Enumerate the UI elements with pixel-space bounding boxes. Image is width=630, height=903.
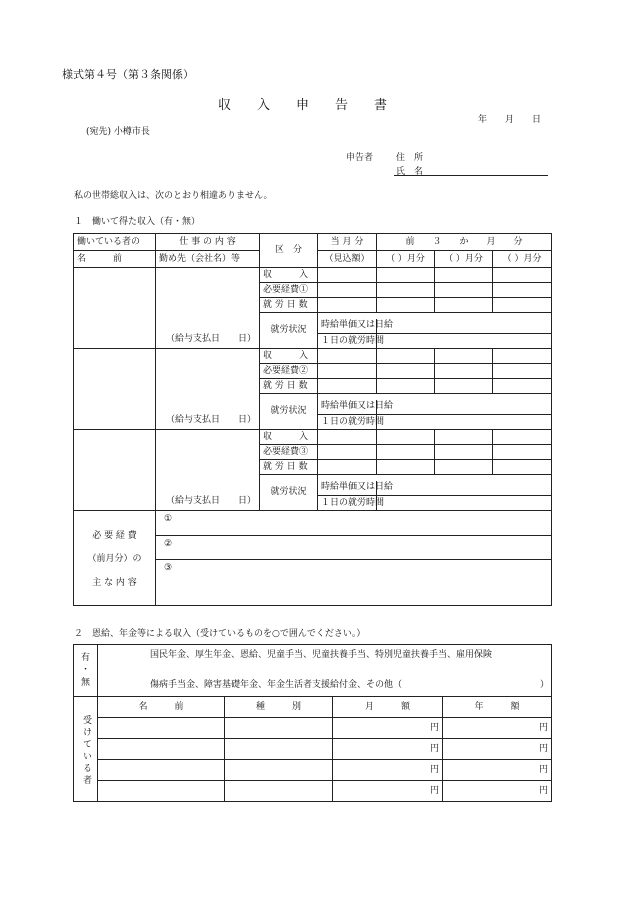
work-days-label: 就 労 日 数: [260, 460, 318, 475]
work-days-month[interactable]: [377, 379, 435, 394]
header-job-line2: 勤め先（会社名）等: [156, 251, 260, 268]
no-label: 無: [80, 677, 90, 688]
expense-contents-line3: 主 な 内 容: [92, 577, 137, 588]
daily-hours-label: １日の就労時間: [318, 334, 377, 349]
expense-month[interactable]: [377, 364, 435, 379]
pension-line2: 傷病手当金、障害基礎年金、年金生活者支援給付金、その他（: [150, 680, 403, 690]
header-current-month: 当 月 分: [318, 234, 377, 251]
daily-hours-label: １日の就労時間: [318, 415, 377, 430]
income-current[interactable]: [318, 268, 377, 283]
recipients-label-cell: [74, 697, 98, 802]
work-status-label: 就労状況: [260, 475, 318, 511]
yen-unit: 円: [538, 722, 548, 733]
yen-unit: 円: [538, 743, 548, 754]
annual-amount[interactable]: [443, 739, 552, 760]
expense-month[interactable]: [493, 283, 552, 298]
work-days-month[interactable]: [435, 298, 493, 313]
recipient-type[interactable]: [225, 739, 333, 760]
expense-current[interactable]: [318, 445, 377, 460]
work-days-current[interactable]: [318, 379, 377, 394]
header-month-cell: （ ）月分: [435, 251, 493, 268]
recipient-type[interactable]: [225, 718, 333, 739]
pension-types-cell[interactable]: [98, 645, 552, 697]
expense-month[interactable]: [435, 283, 493, 298]
work-days-current[interactable]: [318, 460, 377, 475]
expense-month[interactable]: [493, 445, 552, 460]
worker-name-cell[interactable]: [74, 430, 156, 511]
income-label: 収 入: [260, 268, 318, 283]
header-prev3: 前 ３ か 月 分: [377, 234, 552, 251]
pay-day-label: （給与支払日 日）: [166, 415, 257, 425]
circled-3: ③: [164, 563, 173, 573]
header-month-cell: （ ）月分: [377, 251, 435, 268]
workplace-cell[interactable]: [156, 349, 260, 430]
recipient-name[interactable]: [98, 760, 225, 781]
hourly-wage-label: 時給単価又は日給: [318, 400, 377, 415]
addressee: (宛先) 小樽市長: [86, 127, 150, 137]
col-header-annual: 年 額: [443, 697, 552, 718]
header-category: 区 分: [260, 234, 318, 268]
income-month[interactable]: [377, 268, 435, 283]
yen-unit: 円: [429, 722, 439, 733]
hourly-wage-value[interactable]: [377, 400, 552, 415]
pension-line1: 国民年金、厚生年金、恩給、児童手当、児童扶養手当、特別児童扶養手当、雇用保険: [150, 650, 493, 660]
yen-unit: 円: [429, 743, 439, 754]
daily-hours-value[interactable]: [377, 415, 552, 430]
header-job-line1: 仕 事 の 内 容: [156, 234, 260, 251]
header-current-month-estimate: （見込額）: [318, 251, 377, 268]
expense-current[interactable]: [318, 364, 377, 379]
monthly-amount[interactable]: [333, 760, 443, 781]
work-days-current[interactable]: [318, 298, 377, 313]
yen-unit: 円: [538, 764, 548, 775]
income-current[interactable]: [318, 349, 377, 364]
expense-contents-label: [74, 511, 156, 606]
recipients-label: 受けている者: [81, 715, 91, 787]
income-month[interactable]: [435, 268, 493, 283]
close-paren: ）: [539, 680, 549, 690]
dot-label: ・: [80, 665, 90, 676]
applicant-label: 申告者: [346, 153, 374, 163]
work-days-month[interactable]: [493, 298, 552, 313]
expense-contents-line2: （前月分）の: [87, 554, 142, 565]
daily-hours-label: １日の就労時間: [318, 496, 377, 511]
hourly-wage-label: 時給単価又は日給: [318, 481, 377, 496]
col-header-name: 名 前: [98, 697, 225, 718]
circled-1: ①: [164, 514, 173, 524]
monthly-amount[interactable]: [333, 739, 443, 760]
expense-month[interactable]: [435, 364, 493, 379]
work-days-month[interactable]: [493, 379, 552, 394]
hourly-wage-value[interactable]: [377, 319, 552, 334]
col-header-monthly: 月 額: [333, 697, 443, 718]
circled-2: ②: [164, 539, 173, 549]
income-label: 収 入: [260, 349, 318, 364]
expense-label-3: 必要経費③: [260, 445, 318, 460]
name-underline: [394, 175, 548, 176]
income-month[interactable]: [435, 430, 493, 445]
work-days-month[interactable]: [435, 460, 493, 475]
expense-label-2: 必要経費②: [260, 364, 318, 379]
recipient-type[interactable]: [225, 760, 333, 781]
expense-label-1: 必要経費①: [260, 283, 318, 298]
expense-contents-line1: 必 要 経 費: [92, 530, 137, 541]
pay-day-label: （給与支払日 日）: [166, 496, 257, 506]
recipient-name[interactable]: [98, 718, 225, 739]
expense-month[interactable]: [377, 283, 435, 298]
header-month-cell: （ ）月分: [493, 251, 552, 268]
declaration-text: 私の世帯総収入は、次のとおり相違ありません。: [74, 191, 273, 201]
workplace-cell[interactable]: [156, 268, 260, 349]
pension-table: [73, 644, 552, 802]
income-month[interactable]: [377, 349, 435, 364]
col-header-type: 種 別: [225, 697, 333, 718]
work-income-table: [73, 233, 552, 606]
yen-unit: 円: [538, 785, 548, 796]
recipient-name[interactable]: [98, 739, 225, 760]
form-number: 様式第４号（第３条関係）: [62, 68, 194, 81]
pay-day-label: （給与支払日 日）: [166, 334, 257, 344]
expense-current[interactable]: [318, 283, 377, 298]
expense-content-1[interactable]: [156, 511, 552, 536]
annual-amount[interactable]: [443, 760, 552, 781]
work-days-month[interactable]: [377, 460, 435, 475]
income-current[interactable]: [318, 430, 377, 445]
work-days-label: 就 労 日 数: [260, 379, 318, 394]
expense-month[interactable]: [493, 364, 552, 379]
section2-heading: ２ 恩給、年金等による収入（受けているものを○で囲んでください。）: [74, 629, 366, 639]
daily-hours-value[interactable]: [377, 334, 552, 349]
income-label: 収 入: [260, 430, 318, 445]
income-month[interactable]: [377, 430, 435, 445]
income-month[interactable]: [493, 268, 552, 283]
monthly-amount[interactable]: [333, 781, 443, 802]
work-days-month[interactable]: [377, 298, 435, 313]
work-days-label: 就 労 日 数: [260, 298, 318, 313]
yen-unit: 円: [429, 764, 439, 775]
workplace-cell[interactable]: [156, 430, 260, 511]
income-month[interactable]: [435, 349, 493, 364]
recipient-type[interactable]: [225, 781, 333, 802]
hourly-wage-label: 時給単価又は日給: [318, 319, 377, 334]
work-status-label: 就労状況: [260, 394, 318, 430]
address-label: 住 所: [396, 153, 424, 163]
header-worker-line1: 働いている者の: [74, 234, 156, 251]
recipient-name[interactable]: [98, 781, 225, 802]
income-month[interactable]: [493, 349, 552, 364]
expense-content-3[interactable]: [156, 560, 552, 606]
name-label: 氏 名: [396, 167, 424, 177]
expense-month[interactable]: [435, 445, 493, 460]
expense-month[interactable]: [377, 445, 435, 460]
income-month[interactable]: [493, 430, 552, 445]
expense-content-2[interactable]: [156, 536, 552, 560]
date-label: 年 月 日: [478, 115, 542, 125]
annual-amount[interactable]: [443, 718, 552, 739]
worker-name-cell[interactable]: [74, 268, 156, 349]
daily-hours-value[interactable]: [377, 496, 552, 511]
yen-unit: 円: [429, 785, 439, 796]
work-status-label: 就労状況: [260, 313, 318, 349]
yes-label: 有: [80, 653, 90, 664]
work-days-month[interactable]: [493, 460, 552, 475]
yes-no-cell[interactable]: [74, 645, 98, 697]
work-days-month[interactable]: [435, 379, 493, 394]
annual-amount[interactable]: [443, 781, 552, 802]
page-title: 収 入 申 告 書: [218, 98, 388, 113]
section1-heading: １ 働いて得た収入（有・無）: [74, 217, 201, 227]
header-worker-line2: 名 前: [74, 251, 156, 268]
hourly-wage-value[interactable]: [377, 481, 552, 496]
monthly-amount[interactable]: [333, 718, 443, 739]
worker-name-cell[interactable]: [74, 349, 156, 430]
